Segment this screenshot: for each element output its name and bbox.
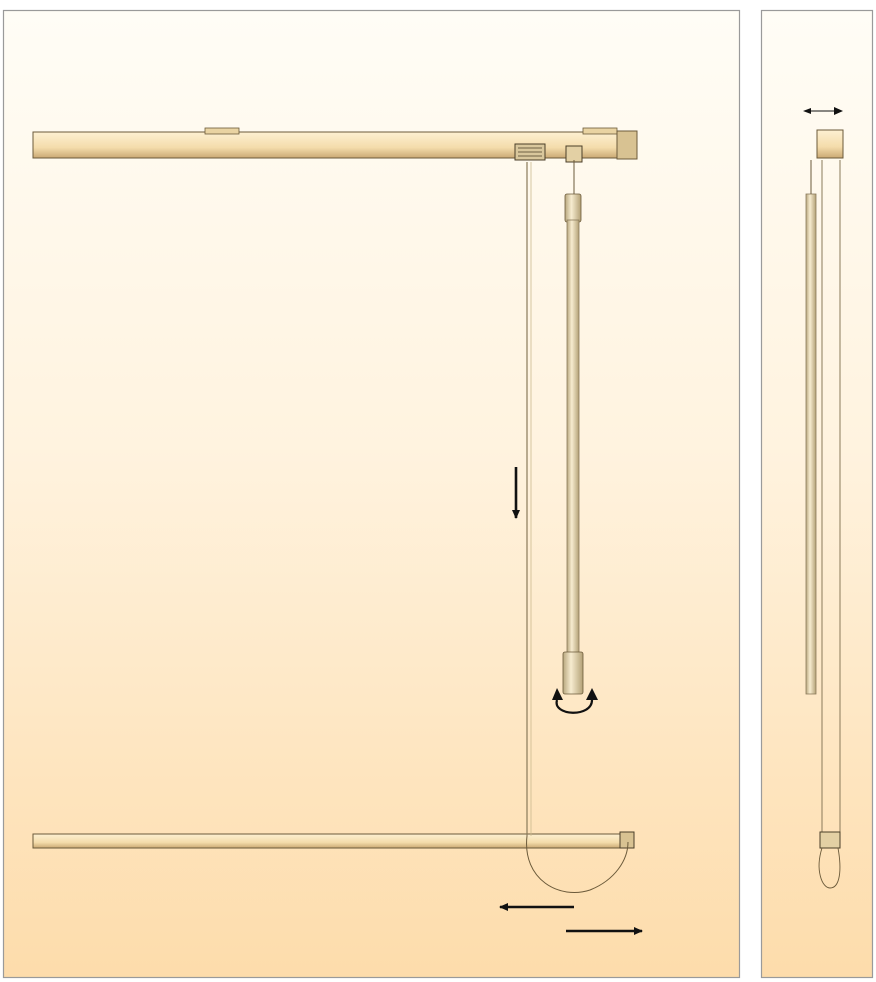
side-wand: [806, 194, 816, 694]
bracket-right: [583, 128, 617, 134]
tilt-gear-housing: [566, 146, 582, 162]
bottom-rail: [33, 832, 634, 848]
bracket-left: [205, 128, 239, 134]
bottom-end-cap: [620, 832, 634, 848]
side-head-box: [817, 130, 843, 158]
side-bottom-box: [820, 832, 840, 848]
head-rail: [33, 128, 637, 162]
end-cap: [617, 131, 637, 159]
